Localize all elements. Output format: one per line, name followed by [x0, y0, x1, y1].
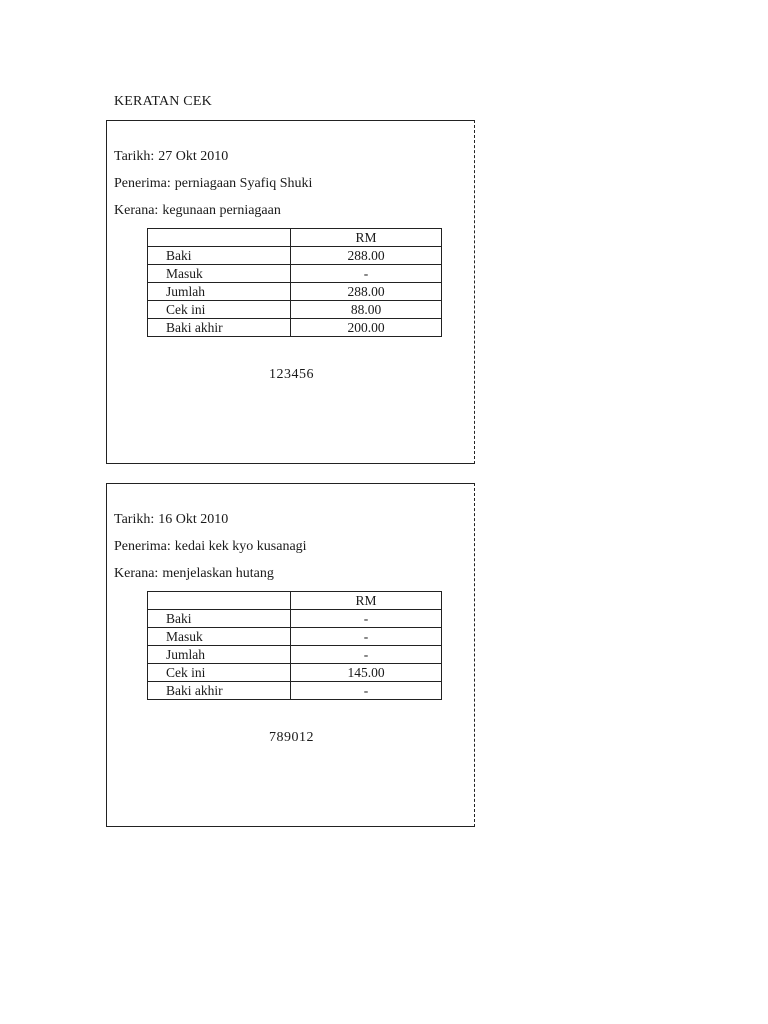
row-label: Cek ini: [148, 664, 291, 682]
purpose-value: menjelaskan hutang: [162, 566, 274, 581]
amount-header: RM: [291, 229, 442, 247]
row-label: Cek ini: [148, 301, 291, 319]
purpose-label: Kerana:: [114, 566, 159, 581]
payee-label: Penerima:: [114, 539, 171, 554]
document-title: KERATAN CEK: [114, 94, 212, 109]
row-label: Baki akhir: [148, 682, 291, 700]
row-amount: 288.00: [291, 247, 442, 265]
date-field: [114, 149, 228, 165]
row-label: Jumlah: [148, 646, 291, 664]
date-field: [114, 512, 228, 528]
row-label: Masuk: [148, 265, 291, 283]
row-amount: 145.00: [291, 664, 442, 682]
row-amount: 200.00: [291, 319, 442, 337]
header-blank-cell: [148, 229, 291, 247]
row-label: Baki akhir: [148, 319, 291, 337]
row-amount: 88.00: [291, 301, 442, 319]
table-row: [148, 628, 442, 646]
table-row: [148, 265, 442, 283]
row-label: Baki: [148, 247, 291, 265]
row-label: Baki: [148, 610, 291, 628]
row-label: Masuk: [148, 628, 291, 646]
table-row: [148, 646, 442, 664]
table-row: [148, 283, 442, 301]
purpose-field: [114, 203, 281, 219]
table-row: [148, 247, 442, 265]
table-row: [148, 319, 442, 337]
table-row: [148, 664, 442, 682]
date-value: 16 Okt 2010: [158, 512, 229, 527]
purpose-label: Kerana:: [114, 203, 159, 218]
payee-value: kedai kek kyo kusanagi: [174, 539, 307, 554]
row-amount: 288.00: [291, 283, 442, 301]
row-amount: -: [291, 628, 442, 646]
row-amount: -: [291, 682, 442, 700]
purpose-field: [114, 566, 274, 582]
table-header-row: [148, 229, 442, 247]
cheque-number: 123456: [269, 367, 314, 382]
row-amount: -: [291, 265, 442, 283]
amount-header: RM: [291, 592, 442, 610]
table-header-row: [148, 592, 442, 610]
date-label: Tarikh:: [114, 512, 155, 527]
payee-field: [114, 539, 307, 555]
header-blank-cell: [148, 592, 291, 610]
date-label: Tarikh:: [114, 149, 155, 164]
cheque-stub: [106, 483, 475, 827]
cheque-number: 789012: [269, 730, 314, 745]
table-row: [148, 301, 442, 319]
payee-value: perniagaan Syafiq Shuki: [174, 176, 313, 191]
balance-table: [147, 228, 442, 337]
table-row: [148, 682, 442, 700]
date-value: 27 Okt 2010: [158, 149, 229, 164]
table-row: [148, 610, 442, 628]
row-amount: -: [291, 646, 442, 664]
payee-label: Penerima:: [114, 176, 171, 191]
payee-field: [114, 176, 312, 192]
cheque-stub: [106, 120, 475, 464]
balance-table: [147, 591, 442, 700]
row-amount: -: [291, 610, 442, 628]
purpose-value: kegunaan perniagaan: [162, 203, 281, 218]
row-label: Jumlah: [148, 283, 291, 301]
